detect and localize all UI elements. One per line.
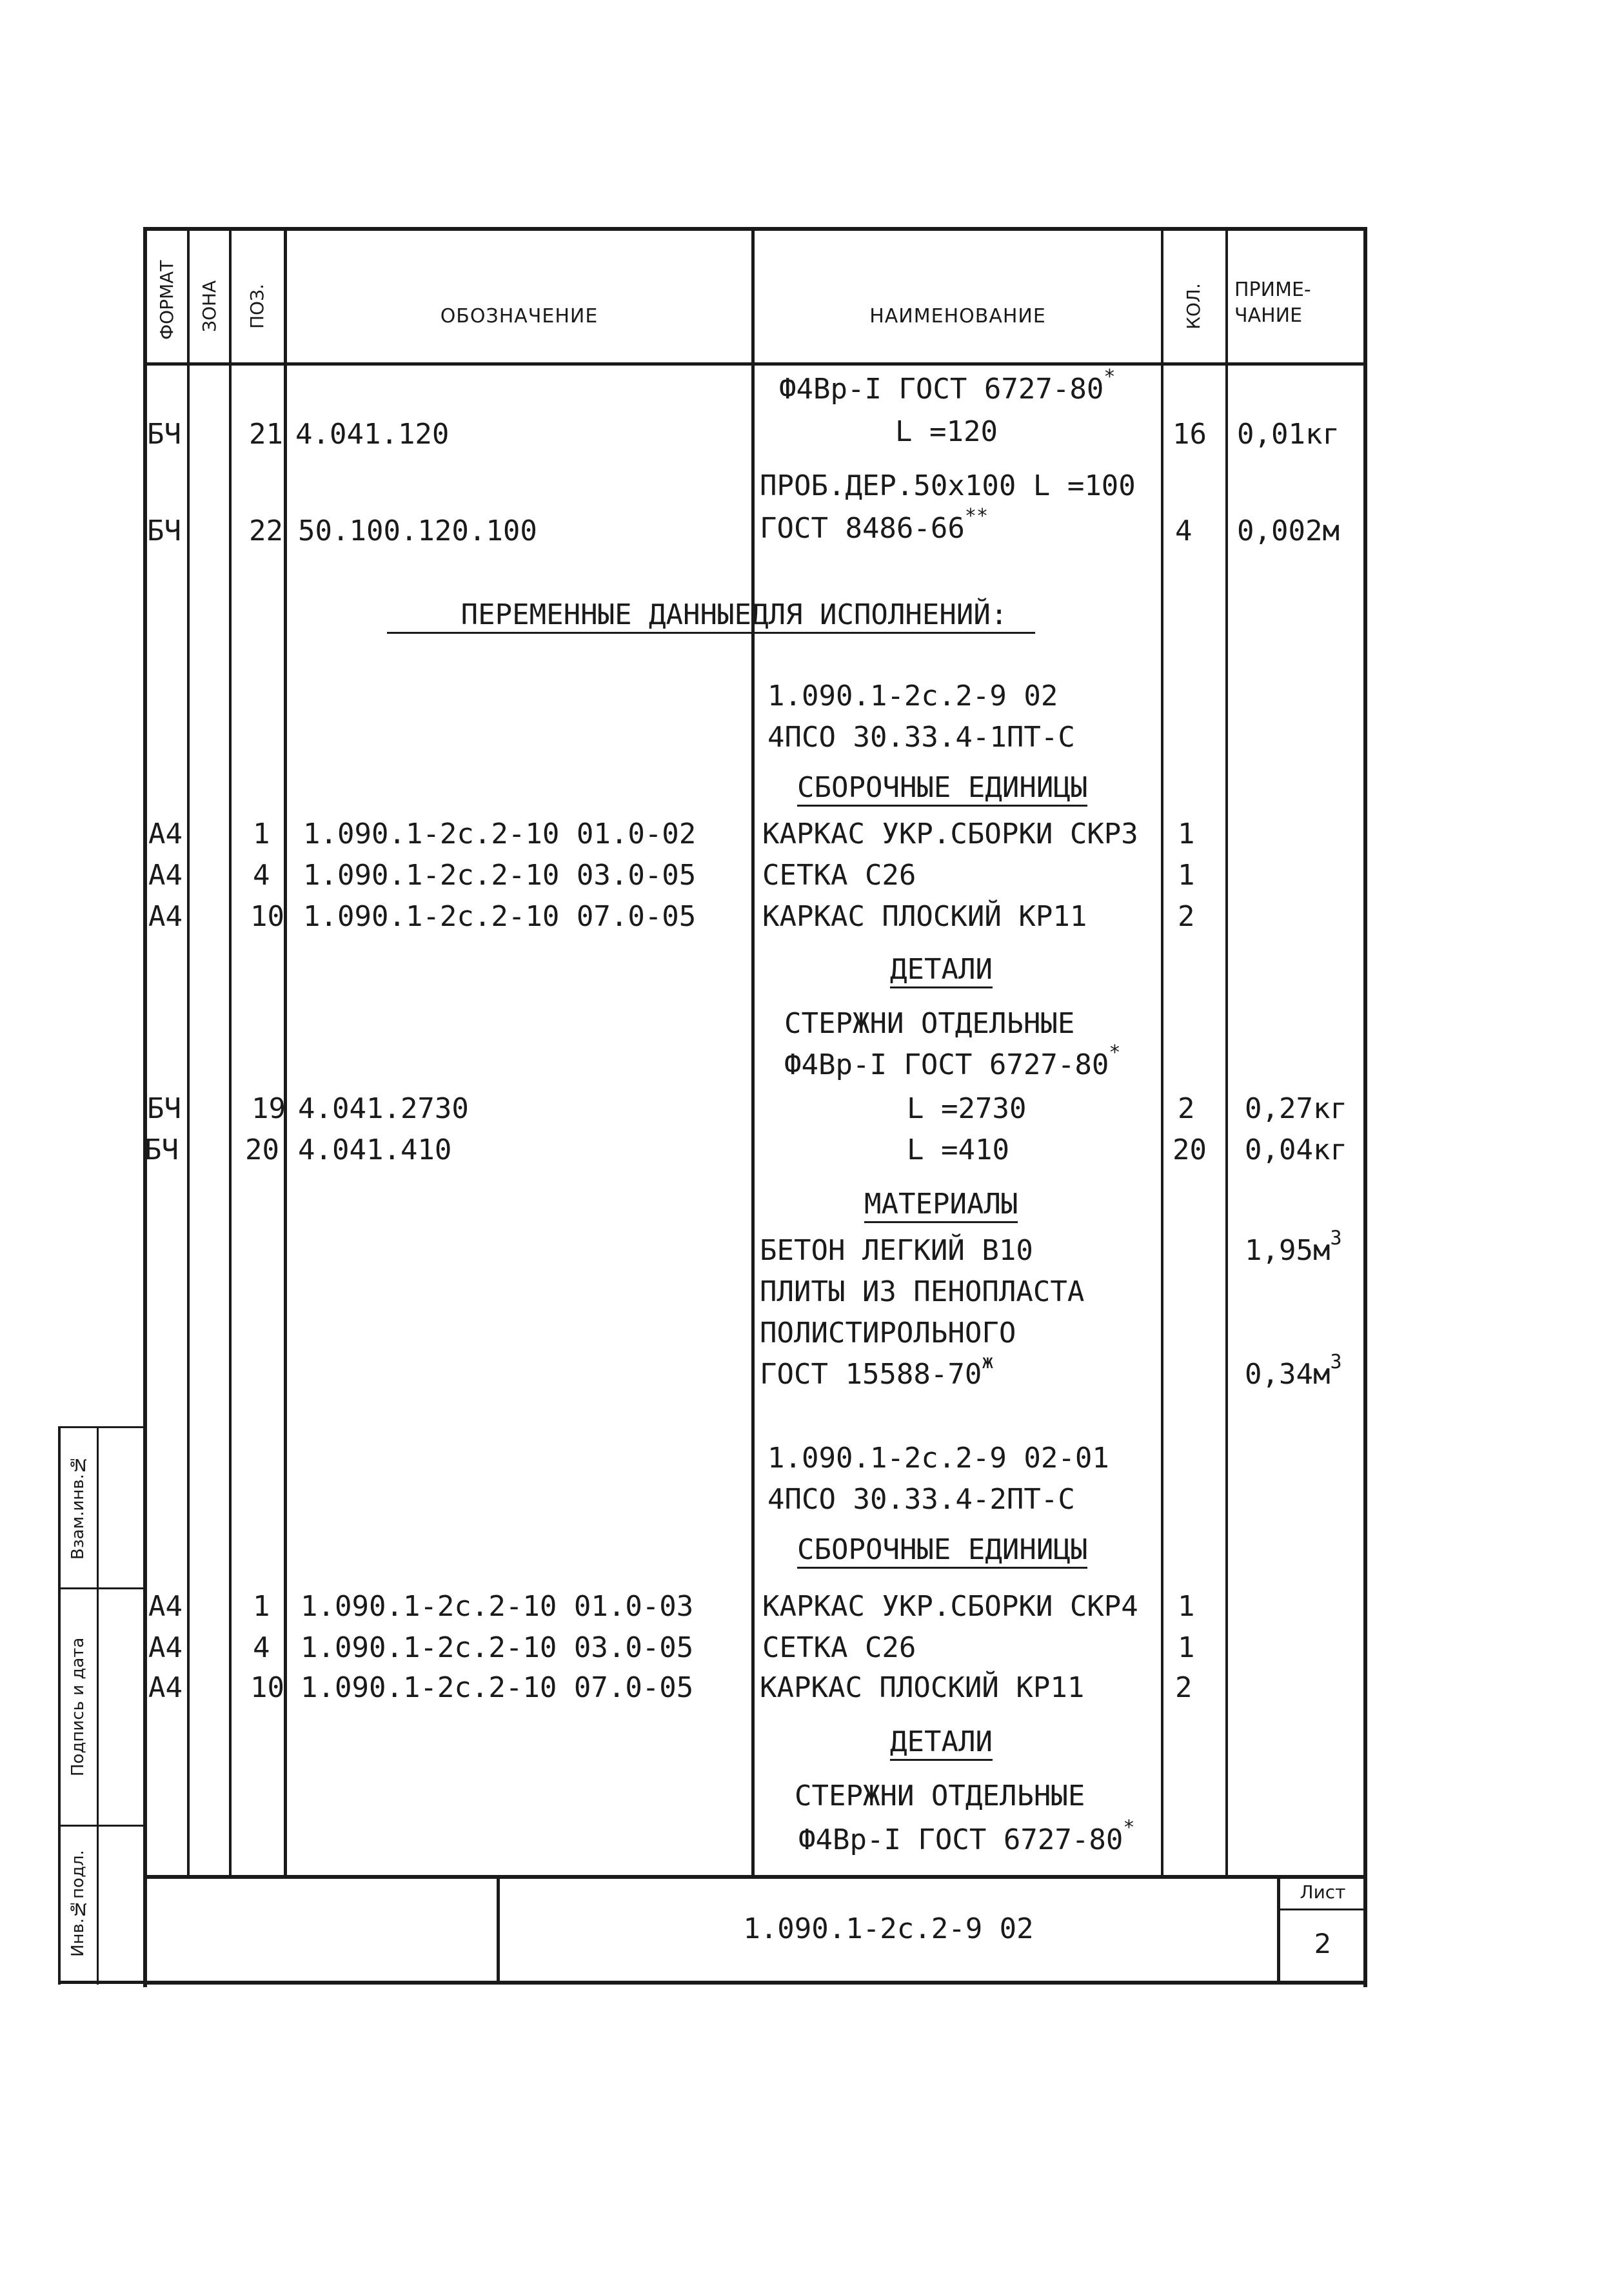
header-separator bbox=[143, 362, 1367, 366]
material-line: БЕТОН ЛЕГКИЙ В10 bbox=[760, 1234, 1033, 1267]
header-pos: ПОЗ. bbox=[246, 284, 268, 329]
sheet-label-divider bbox=[1277, 1908, 1367, 1910]
row-note: 0,27кг bbox=[1245, 1092, 1347, 1125]
section-heading-variable-left: ПЕРЕМЕННЫЕ ДАННЫЕ bbox=[387, 601, 751, 634]
row-format: А4 bbox=[148, 1671, 183, 1704]
row-pos: 4 bbox=[253, 1631, 270, 1664]
header-format: ФОРМАТ bbox=[156, 260, 177, 340]
row-designation: 1.090.1-2с.2-10 03.0-05 bbox=[301, 1631, 694, 1664]
row-format: БЧ bbox=[147, 418, 181, 451]
header-note-line1: ПРИМЕ- bbox=[1234, 279, 1311, 301]
col-divider-name bbox=[1161, 227, 1163, 1878]
row-format: А4 bbox=[148, 900, 183, 933]
material-line: ГОСТ $15588-70^ж$ bbox=[760, 1351, 994, 1391]
sheet-label: Лист bbox=[1300, 1881, 1346, 1903]
row-format: БЧ bbox=[144, 1133, 179, 1166]
stamp-swap-inv: Взам.инв.№ bbox=[68, 1455, 88, 1560]
stamp-bottom bbox=[58, 1981, 143, 1984]
row-designation: 1.090.1-2с.2-10 01.0-02 bbox=[303, 818, 697, 850]
row-name: СЕТКА С26 bbox=[762, 1631, 916, 1664]
row-name: КАРКАС УКР.СБОРКИ СКР3 bbox=[762, 818, 1138, 850]
row-qty: 2 bbox=[1175, 1671, 1192, 1704]
row-designation: 1.090.1-2с.2-10 07.0-05 bbox=[303, 900, 697, 933]
stamp-sign-date: Подпись и дата bbox=[68, 1637, 88, 1776]
row-qty: 1 bbox=[1178, 1631, 1195, 1664]
row-pos: 20 bbox=[245, 1133, 279, 1166]
row-name: КАРКАС УКР.СБОРКИ СКР4 bbox=[762, 1590, 1138, 1623]
title-block-top bbox=[143, 1875, 1367, 1879]
row-qty: 2 bbox=[1178, 900, 1195, 933]
table-frame-right bbox=[1363, 227, 1367, 1987]
row-designation: 50.100.120.100 bbox=[298, 515, 537, 547]
row-name: КАРКАС ПЛОСКИЙ КР11 bbox=[760, 1671, 1085, 1704]
row-name: L =2730 bbox=[907, 1092, 1027, 1125]
row-note: 0,002м bbox=[1237, 515, 1340, 547]
row-qty: 16 bbox=[1173, 418, 1207, 451]
rods-standard: Ф4Вр-I ГОСТ 6727-80* bbox=[784, 1041, 1121, 1081]
stamp-left bbox=[58, 1426, 61, 1985]
row-pos: 10 bbox=[250, 1671, 284, 1704]
title-block-bottom bbox=[143, 1981, 1367, 1985]
row-format: БЧ bbox=[147, 1092, 181, 1125]
stamp-mid bbox=[97, 1426, 99, 1985]
row-note: 0,04кг bbox=[1245, 1133, 1347, 1166]
rods-title: СТЕРЖНИ ОТДЕЛЬНЫЕ bbox=[795, 1780, 1085, 1812]
section-heading-details: ДЕТАЛИ bbox=[890, 1728, 993, 1761]
material-line: ПЛИТЫ ИЗ ПЕНОПЛАСТА bbox=[760, 1275, 1085, 1308]
header-qty: КОЛ. bbox=[1183, 283, 1204, 329]
row-format: А4 bbox=[148, 859, 183, 892]
row-format: А4 bbox=[148, 1590, 183, 1623]
row-name: L =120 bbox=[895, 415, 998, 448]
stamp-sep-2 bbox=[58, 1825, 143, 1827]
table-frame-top bbox=[143, 227, 1367, 231]
row-pos: 21 bbox=[249, 418, 283, 451]
header-note bbox=[1229, 277, 1367, 329]
row-name: Ф4Вр-I ГОСТ 6727-80* bbox=[779, 366, 1116, 406]
row-pos: 22 bbox=[249, 515, 283, 547]
variant-mark: 4ПСО 30.33.4-1ПТ-С bbox=[767, 721, 1075, 754]
row-name: КАРКАС ПЛОСКИЙ КР11 bbox=[762, 900, 1087, 933]
section-heading-materials: МАТЕРИАЛЫ bbox=[864, 1190, 1018, 1223]
row-name: ГОСТ 8486-66** bbox=[760, 505, 989, 545]
col-divider-designation bbox=[751, 227, 755, 1878]
row-qty: 1 bbox=[1178, 1590, 1195, 1623]
row-designation: 4.041.2730 bbox=[298, 1092, 469, 1125]
row-designation: 4.041.410 bbox=[298, 1133, 452, 1166]
section-heading-assembly: СБОРОЧНЫЕ ЕДИНИЦЫ bbox=[797, 1536, 1087, 1569]
row-pos: 19 bbox=[252, 1092, 286, 1125]
row-note: $1,95м^3$ bbox=[1245, 1227, 1342, 1267]
row-pos: 4 bbox=[253, 859, 270, 892]
section-heading-details: ДЕТАЛИ bbox=[890, 956, 993, 988]
col-divider-pos bbox=[284, 227, 287, 1878]
material-line: ПОЛИСТИРОЛЬНОГО bbox=[760, 1317, 1016, 1349]
row-designation: 4.041.120 bbox=[295, 418, 450, 451]
row-note: 0,01кг bbox=[1237, 418, 1340, 451]
row-designation: 1.090.1-2с.2-10 01.0-03 bbox=[301, 1590, 694, 1623]
row-note: $0,34м^3$ bbox=[1245, 1351, 1342, 1391]
row-qty: 1 bbox=[1178, 818, 1195, 850]
row-name: ПРОБ.ДЕР.50х100 L =100 bbox=[760, 469, 1136, 502]
row-qty: 20 bbox=[1173, 1133, 1207, 1166]
header-name: НАИМЕНОВАНИЕ bbox=[869, 304, 1046, 328]
row-format: БЧ bbox=[147, 515, 181, 547]
stamp-sep-1 bbox=[58, 1587, 143, 1589]
row-qty: 4 bbox=[1175, 515, 1192, 547]
col-divider-qty bbox=[1225, 227, 1228, 1878]
section-heading-assembly: СБОРОЧНЫЕ ЕДИНИЦЫ bbox=[797, 774, 1087, 807]
rods-title: СТЕРЖНИ ОТДЕЛЬНЫЕ bbox=[784, 1007, 1075, 1040]
row-pos: 1 bbox=[253, 818, 270, 850]
row-pos: 1 bbox=[253, 1590, 270, 1623]
stamp-inv-orig: Инв.№подл. bbox=[68, 1850, 88, 1957]
col-divider-zone bbox=[229, 227, 232, 1878]
variant-code: 1.090.1-2с.2-9 02 bbox=[767, 680, 1058, 712]
row-qty: 1 bbox=[1178, 859, 1195, 892]
section-heading-variable-right: ДЛЯ ИСПОЛНЕНИЙ: bbox=[751, 601, 1035, 634]
row-designation: 1.090.1-2с.2-10 07.0-05 bbox=[301, 1671, 694, 1704]
stamp-top bbox=[58, 1426, 143, 1428]
header-zone: ЗОНА bbox=[199, 280, 220, 333]
title-block-divider-right bbox=[1277, 1875, 1280, 1985]
rods-standard: Ф4Вр-I ГОСТ 6727-80* bbox=[798, 1816, 1135, 1856]
row-name: L =410 bbox=[907, 1133, 1009, 1166]
col-divider-format bbox=[187, 227, 190, 1878]
variant-mark: 4ПСО 30.33.4-2ПТ-С bbox=[767, 1483, 1075, 1516]
document-code: 1.090.1-2с.2-9 02 bbox=[743, 1912, 1034, 1945]
row-qty: 2 bbox=[1178, 1092, 1195, 1125]
sheet-number: 2 bbox=[1314, 1928, 1332, 1959]
row-format: А4 bbox=[148, 818, 183, 850]
row-pos: 10 bbox=[250, 900, 284, 933]
variant-code: 1.090.1-2с.2-9 02-01 bbox=[767, 1442, 1109, 1475]
row-designation: 1.090.1-2с.2-10 03.0-05 bbox=[303, 859, 697, 892]
row-format: А4 bbox=[148, 1631, 183, 1664]
row-name: СЕТКА С26 bbox=[762, 859, 916, 892]
header-designation: ОБОЗНАЧЕНИЕ bbox=[440, 304, 599, 328]
header-note-line2: ЧАНИЕ bbox=[1234, 304, 1303, 327]
